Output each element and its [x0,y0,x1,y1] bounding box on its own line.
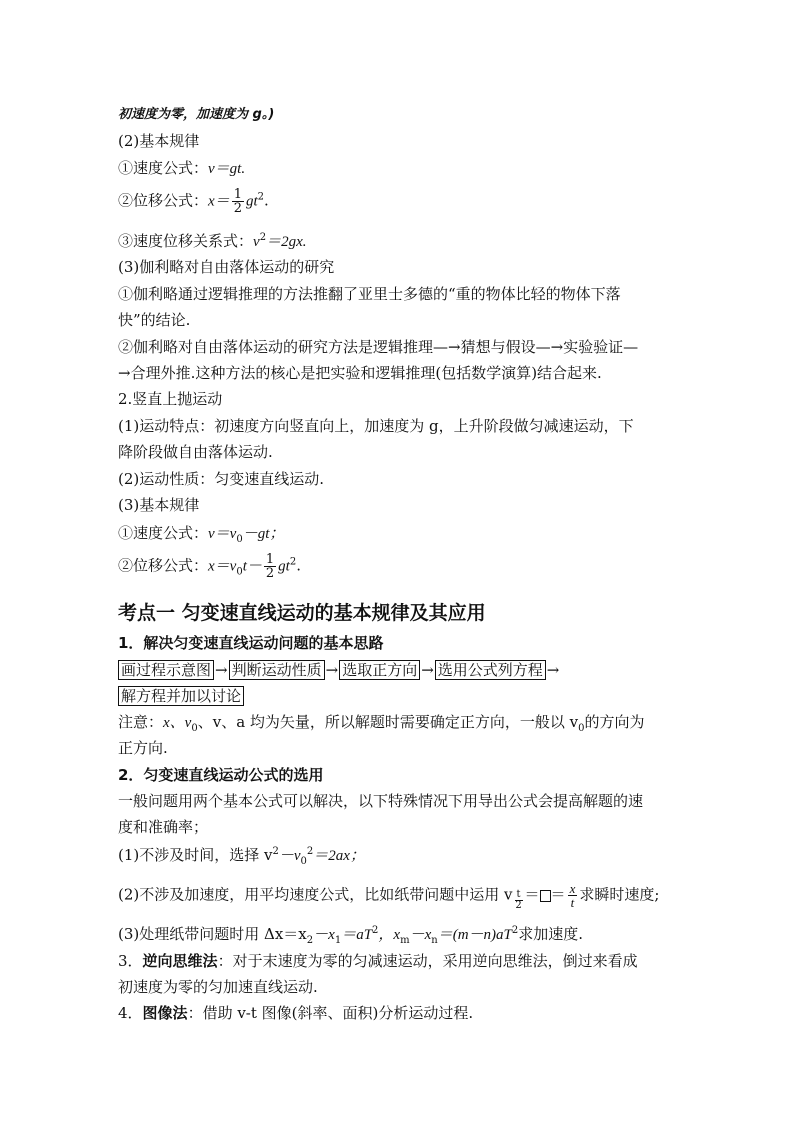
subscript: 1 [334,935,342,946]
subscript: n [431,935,438,946]
step-box: 选取正方向 [339,660,420,680]
subheading [118,632,383,654]
text: . [264,191,269,210]
text: 1．解决匀变速直线运动问题的基本思路 [118,634,384,652]
text: 、v、a 均为矢量，所以解题时需要确定正方向，一般以 v [197,713,579,731]
numerator: 1 [265,552,275,567]
text: →合理外推.这种方法的核心是把实验和逻辑推理(包括数学演算)结合起来. [118,364,602,382]
text: 降阶段做自由落体运动. [118,443,273,461]
text: ①速度公式： [118,524,209,542]
text: (1)运动特点：初速度方向竖直向上，加速度为 g，上升阶段做匀减速运动，下 [118,417,634,435]
fraction [568,882,578,909]
term: 图像法 [142,1004,188,1022]
superscript: 2 [511,925,519,936]
text: (2)基本规律 [118,132,200,150]
text: ：借助 v-t 图像(斜率、面积)分析运动过程. [187,1004,474,1022]
text-line [118,388,222,410]
text: (3)处理纸带问题时用 Δx＝x [118,925,307,943]
subscript: 0 [191,723,198,734]
text: 快”的结论. [118,311,191,329]
superscript: 2 [372,925,379,936]
text: 初速度为零的匀加速直线运动. [118,978,318,996]
v-bar-symbol [540,890,551,902]
text: (1)不涉及时间，选择 v [118,846,273,864]
numerator: 1 [233,187,242,202]
step-box: 解方程并加以讨论 [118,686,244,706]
text-line [118,950,638,972]
subscript: 0 [578,723,585,734]
term: 逆向思维法 [142,952,218,970]
text-line [118,336,638,358]
text: ②伽利略对自由落体运动的研究方法是逻辑推理—→猜想与假设—→实验验证— [118,338,639,356]
superscript: 2 [306,846,314,857]
formula: x＝v [208,558,237,575]
text: 求加速度. [518,925,584,943]
text: ：对于末速度为零的匀减速运动，采用逆向思维法，倒过来看成 [217,952,638,970]
subscript-fraction [515,890,523,911]
step-box: 画过程示意图 [118,660,214,680]
flow-steps [118,659,560,681]
superscript: 2 [259,232,267,243]
step-box: 选用公式列方程 [435,660,546,680]
step-box: 判断运动性质 [229,660,325,680]
formula: ＝2gx. [266,234,307,250]
fraction [232,188,244,215]
superscript: 2 [257,191,265,203]
text: 3． [118,952,143,970]
denominator: 2 [515,899,522,911]
text-line [118,256,334,278]
formula-line [118,522,284,545]
formula-line [118,553,301,580]
text: 度和准确率； [118,818,209,836]
text: ③速度位移关系式： [118,232,254,250]
text: 的方向为 [584,713,645,731]
text-line [118,711,645,734]
text: ①伽利略通过逻辑推理的方法推翻了亚里士多德的“重的物体比轻的物体下落 [118,285,621,303]
text-line [118,816,208,838]
text: (3)基本规律 [118,496,200,514]
text-line [118,130,199,152]
formula-line [118,230,306,253]
formula: －gt； [242,526,285,542]
text: ②位移公式： [118,191,209,210]
superscript: 2 [272,846,279,857]
arrow-icon: → [215,661,228,679]
text: 4． [118,1004,143,1022]
fraction [264,553,276,580]
formula: v＝v [208,526,237,542]
text: 一般问题用两个基本公式可以解决，以下特殊情况下用导出公式会提高解题的速 [118,792,644,810]
text: . [296,556,301,575]
subscript: 0 [300,856,307,867]
formula-line [118,157,245,180]
text-line [118,283,621,305]
text: (3)伽利略对自由落体运动的研究 [118,258,335,276]
text-line [118,415,634,437]
formula: ＝(m－n)aT [437,927,512,943]
denominator: t [570,895,575,910]
text: ①速度公式： [118,159,209,177]
formula-line [118,188,269,215]
text: 考点一 匀变速直线运动的基本规律及其应用 [118,602,486,624]
text-line [118,362,602,384]
subheading [118,764,323,786]
text: ＝ [550,885,566,904]
formula: t－ [242,558,262,575]
text: ＝ [524,885,540,904]
text-line [118,441,273,463]
subscript: 0 [236,566,243,578]
text-line [118,737,168,759]
formula: gt [245,193,258,210]
text: (2)运动性质：匀变速直线运动. [118,470,325,488]
formula-line [118,882,659,911]
formula: ＝aT [341,927,373,943]
text-line [118,104,274,126]
text: 2.竖直上抛运动 [118,390,223,408]
text: 正方向. [118,739,168,757]
text: (2)不涉及加速度，用平均速度公式，比如纸带问题中运用 v [118,885,513,904]
numerator: x [569,881,576,896]
formula: －v [278,848,301,864]
formula-line [118,923,583,946]
section-heading [118,600,486,626]
formula: x、v [163,715,192,731]
superscript: 2 [289,556,297,568]
subscript: 0 [236,534,243,545]
formula: v [253,234,260,250]
subscript: m [400,935,410,946]
formula: x＝ [208,193,230,210]
arrow-icon: → [546,661,560,679]
text-line [118,976,318,998]
formula: －x [313,927,335,943]
formula-line [118,844,365,867]
formula: －x [409,927,432,943]
formula: ，x [378,927,401,943]
formula: v＝gt. [208,161,246,177]
text: ②位移公式： [118,556,209,575]
text-line [118,468,324,490]
arrow-icon: → [325,661,339,679]
flow-steps [118,685,244,707]
arrow-icon: → [421,661,434,679]
subscript: 2 [306,935,314,946]
formula: ＝2ax； [313,848,365,864]
denominator: 2 [265,566,275,581]
text: 注意： [118,713,164,731]
text: 初速度为零，加速度为 g。) [118,107,275,122]
text-line [118,494,199,516]
numerator: t [516,888,521,900]
text: 2．匀变速直线运动公式的选用 [118,766,324,784]
denominator: 2 [233,201,242,216]
text: 求瞬时速度; [579,885,660,904]
formula: gt [278,558,290,575]
text-line [118,309,190,331]
text-line [118,1002,473,1024]
text-line [118,790,643,812]
